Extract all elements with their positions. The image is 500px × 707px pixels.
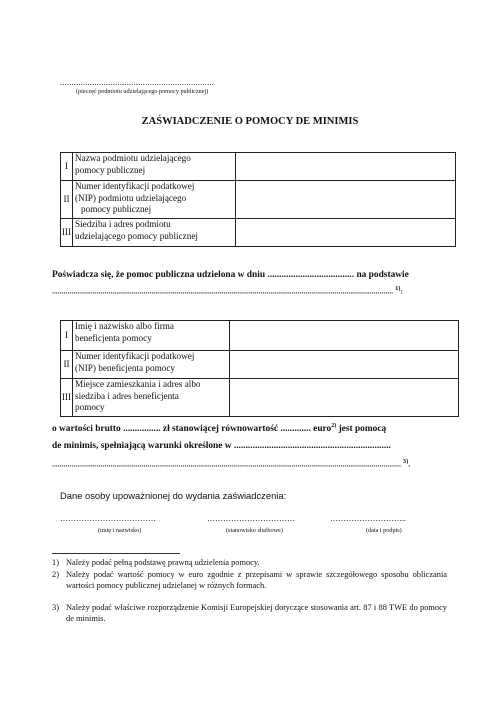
footnote-divider [52, 553, 180, 554]
value-line: o wartości brutto ................ zł stanowiącej równowartość ............. euro$^{2)}$ jest pomocą [52, 423, 387, 435]
regulation-continuation-line[interactable]: ................................................................................................................................................................................... $^{3)}$. [52, 459, 411, 469]
legal-basis-line[interactable]: ............................................................................................................................................................................... $^{1)}$: [52, 286, 404, 296]
table-row [61, 153, 456, 181]
name-caption: (imię i nazwisko) [98, 527, 142, 534]
stamp-signature-line: ................................................................... [60, 78, 215, 87]
beneficiary-nip-field[interactable] [230, 351, 459, 379]
row-label: Numer identyfikacji podatkowej (NIP) podmiotu udzielającego pomocy publicznej [73, 181, 236, 219]
row-number: I [61, 153, 73, 181]
grantor-name-field[interactable] [236, 153, 456, 181]
grantor-table [60, 152, 456, 247]
row-label: Imię i nazwisko albo firma beneficjenta pomocy [73, 321, 230, 351]
table-row [61, 181, 456, 219]
position-caption: (stanowisko służbowe) [226, 527, 283, 534]
footnote-1: 1) Należy podać pełną podstawę prawną udzielenia pomocy. [52, 558, 260, 567]
table-row [61, 351, 459, 379]
regulation-line: de minimis, spełniającą warunki określone w ................................................................... [52, 441, 391, 451]
beneficiary-table [60, 320, 459, 417]
row-number: II [61, 181, 73, 219]
beneficiary-name-field[interactable] [230, 321, 459, 351]
row-number: II [61, 351, 73, 379]
table-row [61, 219, 456, 247]
name-signature-line[interactable]: ……………………………… [60, 514, 156, 523]
grantor-nip-field[interactable] [236, 181, 456, 219]
position-signature-line[interactable]: …………………………… [207, 514, 295, 523]
document-title: ZAŚWIADCZENIE O POMOCY DE MINIMIS [141, 116, 359, 127]
row-label: Numer identyfikacji podatkowej (NIP) beneficjenta pomocy [73, 351, 230, 379]
stamp-caption: (pieczęć podmiotu udzielającego pomocy publicznej) [76, 88, 209, 95]
footnote-3: 3) Należy podać właściwe rozporządzenie Komisji Europejskiej dotyczące stosowania art. 87 i 88 TWE do pomocy de minimis. [52, 603, 447, 623]
row-label: Miejsce zamieszkania i adres albo siedziba i adres beneficjenta pomocy [73, 379, 230, 417]
date-caption: (data i podpis) [366, 527, 402, 534]
table-row [61, 321, 459, 351]
row-number: III [61, 379, 73, 417]
grantor-address-field[interactable] [236, 219, 456, 247]
row-number: III [61, 219, 73, 247]
beneficiary-address-field[interactable] [230, 379, 459, 417]
footnote-2: 2) Należy podać wartość pomocy w euro zgodnie z przepisami w sprawie szczegółowego sposobu obliczania wartości pomocy publicznej udzielanej w różnych formach. [52, 570, 447, 590]
row-number: I [61, 321, 73, 351]
table-row [61, 379, 459, 417]
certification-line: Poświadcza się, że pomoc publiczna udzielona w dniu ..................................... na podstawie [52, 270, 409, 280]
row-label: Siedziba i adres podmiotu udzielającego pomocy publicznej [73, 219, 236, 247]
authorized-person-heading: Dane osoby upoważnionej do wydania zaświadczenia: [60, 490, 287, 501]
row-label: Nazwa podmiotu udzielającego pomocy publicznej [73, 153, 236, 181]
date-signature-line[interactable]: ……………………….. [330, 514, 406, 523]
